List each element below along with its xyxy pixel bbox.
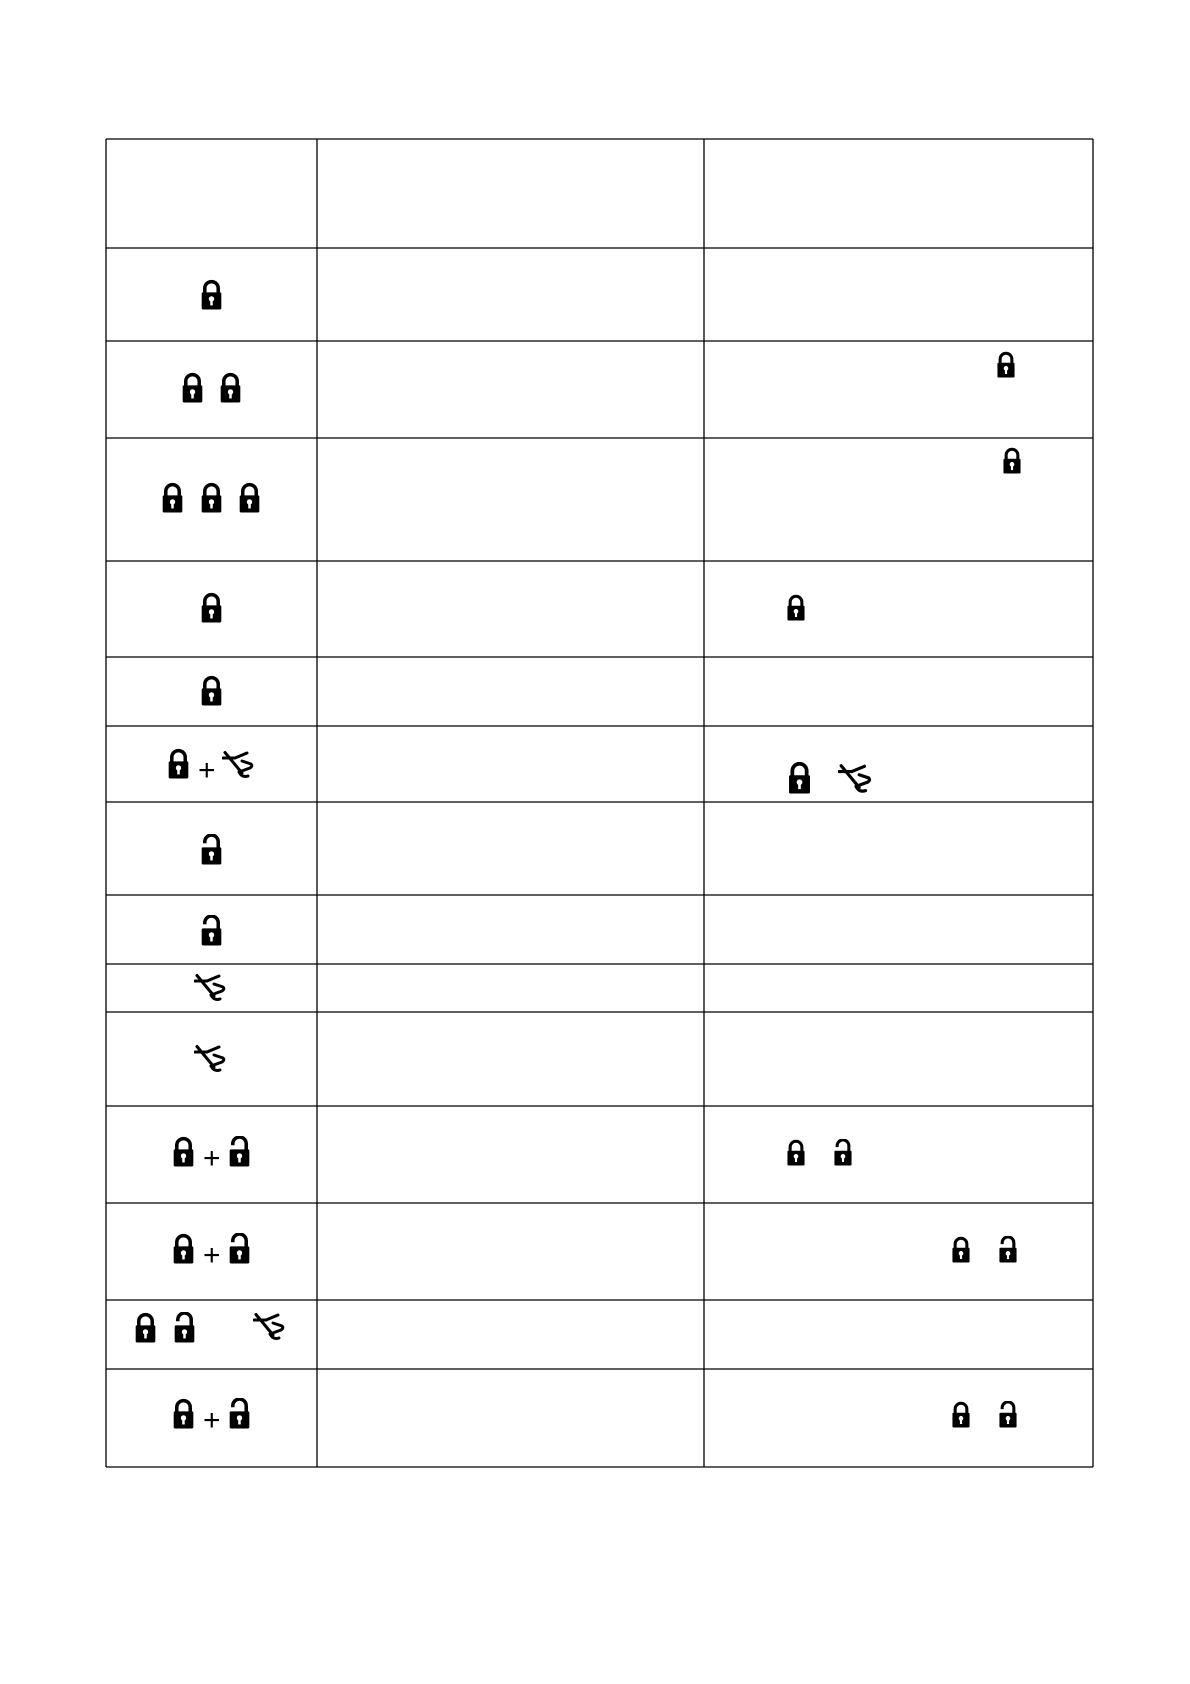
plus-symbol: +	[198, 754, 216, 787]
lock-icon	[174, 1139, 194, 1167]
lock-icon	[1003, 449, 1020, 473]
unlock-icon	[230, 1234, 250, 1263]
plus-symbol: +	[203, 1239, 221, 1272]
table-row	[202, 916, 222, 945]
unlock-icon	[175, 1313, 195, 1342]
lock-icon	[202, 678, 222, 706]
table-row	[174, 1399, 1017, 1437]
lock-icon	[183, 375, 203, 403]
table-row	[163, 449, 1021, 512]
lock-icon	[136, 1315, 156, 1343]
table-row	[174, 1234, 1017, 1272]
lock-icon	[952, 1238, 969, 1262]
unlock-icon	[999, 1402, 1016, 1428]
lock-icon	[163, 485, 183, 513]
lock-icon	[169, 751, 189, 779]
lock-icon	[952, 1403, 969, 1427]
trunk-icon	[195, 976, 224, 1000]
trunk-icon	[839, 766, 869, 791]
unlock-icon	[999, 1237, 1016, 1263]
unlock-icon	[202, 835, 222, 864]
lock-icon	[202, 595, 222, 623]
plus-symbol: +	[203, 1142, 221, 1175]
table-row	[202, 595, 805, 623]
lock-icon	[787, 1141, 804, 1165]
lock-icon	[240, 485, 260, 513]
lock-icon	[174, 1401, 194, 1429]
table-grid	[106, 139, 1093, 1467]
table-row	[202, 678, 222, 706]
lock-icon	[997, 353, 1014, 377]
lock-icon	[787, 596, 804, 620]
table-row	[195, 1047, 224, 1071]
table-row	[195, 976, 224, 1000]
table-row	[136, 1313, 283, 1342]
lock-icon	[202, 282, 222, 310]
lock-icon	[174, 1236, 194, 1264]
unlock-icon	[834, 1140, 851, 1166]
lock-icon	[202, 485, 222, 513]
table-row	[183, 353, 1015, 402]
table-row	[202, 835, 222, 864]
lock-icon	[221, 375, 241, 403]
trunk-icon	[195, 1047, 224, 1071]
table-row	[169, 751, 870, 794]
plus-symbol: +	[203, 1404, 221, 1437]
unlock-icon	[230, 1137, 250, 1166]
unlock-icon	[202, 916, 222, 945]
unlock-icon	[230, 1399, 250, 1428]
lock-icon	[789, 764, 810, 794]
trunk-icon	[254, 1315, 283, 1339]
trunk-icon	[223, 753, 252, 777]
table-row	[202, 282, 222, 310]
table-row	[174, 1137, 852, 1175]
